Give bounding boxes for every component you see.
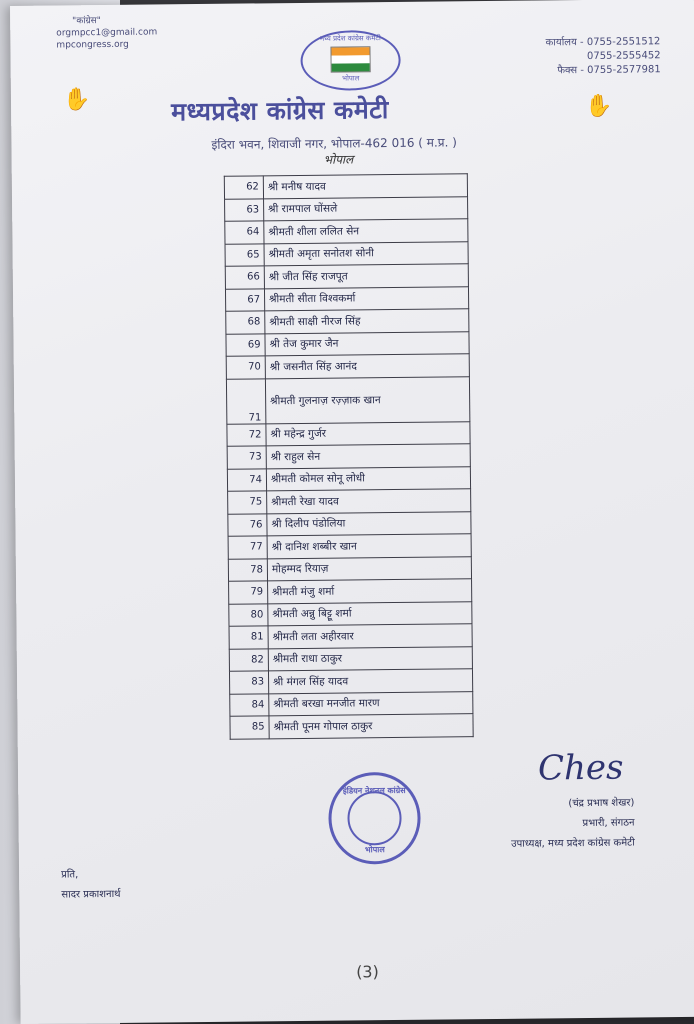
member-name: श्री राहुल सेन [266, 444, 470, 469]
row-number: 80 [229, 603, 268, 626]
member-name: श्री तेज कुमार जैन [265, 331, 469, 356]
row-number: 75 [228, 491, 267, 514]
fax-number: फैक्स - 0755-2577981 [557, 64, 661, 77]
party-logo [300, 30, 401, 91]
table-row [229, 601, 472, 626]
table-row [229, 669, 472, 694]
table-row [225, 219, 468, 244]
row-number: 77 [228, 536, 267, 559]
row-number: 81 [229, 626, 268, 649]
table-row [228, 556, 471, 581]
member-name: श्रीमती अन्नु बिट्टू शर्मा [268, 601, 472, 626]
letter-page [10, 0, 694, 1024]
row-number: 70 [226, 356, 265, 379]
table-row [229, 624, 472, 649]
table-row [224, 174, 467, 199]
table-row [226, 376, 469, 424]
hand-symbol-icon: ✋ [62, 87, 91, 113]
row-number: 72 [227, 423, 266, 446]
signature-mark: Ches [537, 747, 624, 789]
contact-block [56, 14, 157, 51]
member-name: श्री रामपाल घोंसले [264, 196, 468, 221]
row-number: 82 [229, 648, 268, 671]
table-row [229, 579, 472, 604]
page-number: (3) [356, 962, 379, 982]
member-list-table [224, 173, 474, 739]
hand-symbol-icon-right: ✋ [584, 93, 613, 119]
table-row [226, 309, 469, 334]
flag-icon [330, 46, 370, 72]
row-number: 74 [227, 468, 266, 491]
member-name: श्रीमती गुलनाज़ रज़्ज़ाक खान [265, 376, 469, 423]
row-number: 65 [225, 243, 264, 266]
table-row [229, 646, 472, 671]
website-text: mpcongress.org [56, 39, 129, 51]
seal-inner-ring [347, 791, 402, 846]
row-number: 76 [228, 513, 267, 536]
row-number: 66 [225, 266, 264, 289]
member-name: श्रीमती कोमल सोनू लोधी [266, 466, 470, 491]
member-name: श्री जसनीत सिंह आनंद [265, 354, 469, 379]
member-name: श्रीमती रेखा यादव [267, 489, 471, 514]
row-number: 62 [224, 176, 263, 199]
table-row [228, 489, 471, 514]
member-name: श्रीमती अमृता सनोतश सोनी [264, 241, 468, 266]
member-name: श्रीमती मंजु शर्मा [268, 579, 472, 604]
table-row [225, 196, 468, 221]
row-number: 68 [226, 311, 265, 334]
member-name: श्री दानिश शब्बीर खान [267, 534, 471, 559]
member-name: श्रीमती लता अहीरवार [268, 624, 472, 649]
row-number: 73 [227, 446, 266, 469]
table-row [227, 444, 470, 469]
row-number: 83 [229, 671, 268, 694]
table-row [228, 511, 471, 536]
row-number: 69 [226, 333, 265, 356]
office-phone-2: 0755-2555452 [586, 50, 661, 62]
table-row [227, 466, 470, 491]
member-name: श्री मनीष यादव [263, 174, 467, 199]
table-row [230, 714, 473, 739]
signatory-block [458, 794, 635, 856]
seal-city: भोपाल [364, 845, 385, 855]
table-row [227, 421, 470, 446]
member-name: मोहम्मद रियाज़ [267, 556, 471, 581]
letterhead-address: इंदिरा भवन, शिवाजी नगर, भोपाल-462 016 ( म.प्र. ) [211, 135, 457, 152]
row-number: 85 [230, 716, 269, 739]
row-number: 67 [225, 288, 264, 311]
seal-text: इंडियन नेशनल कांग्रेस [342, 785, 406, 796]
email-text: orgmpcc1@gmail.com [56, 27, 158, 39]
table-row [225, 286, 468, 311]
party-seal [328, 772, 421, 865]
member-name: श्री महेन्द्र गुर्जर [266, 421, 470, 446]
row-number: 71 [226, 378, 265, 423]
member-name: श्री मंगल सिंह यादव [268, 669, 472, 694]
table-row [225, 264, 468, 289]
member-name: श्री दिलीप पंडोलिया [267, 511, 471, 536]
table-row [226, 331, 469, 356]
office-contacts [510, 35, 660, 79]
row-number: 64 [225, 221, 264, 244]
table-row [230, 691, 473, 716]
office-phone: कार्यालय - 0755-2551512 [545, 36, 661, 49]
handwritten-note: भोपाल [323, 152, 354, 167]
contact-label: "कांग्रेस" [72, 16, 101, 27]
logo-bottom-text: भोपाल [342, 74, 360, 83]
row-number: 84 [230, 693, 269, 716]
member-name: श्री जीत सिंह राजपूत [264, 264, 468, 289]
row-number: 78 [228, 558, 267, 581]
to-label: प्रति, [61, 869, 79, 881]
member-name: श्रीमती राधा ठाकुर [268, 646, 472, 671]
logo-top-text: मध्य प्रदेश कांग्रेस कमेटी [319, 34, 381, 43]
table-row [225, 241, 468, 266]
distribution-note [61, 865, 121, 906]
signatory-org: उपाध्यक्ष, मध्य प्रदेश कांग्रेस कमेटी [511, 837, 635, 850]
purpose-label: सादर प्रकाशनार्थ [61, 888, 121, 901]
member-name: श्रीमती पूनम गोपाल ठाकुर [269, 714, 473, 739]
row-number: 63 [225, 198, 264, 221]
table-row [228, 534, 471, 559]
member-name: श्रीमती शीला ललित सेन [264, 219, 468, 244]
row-number: 79 [229, 581, 268, 604]
signatory-name: (चंद्र प्रभाष शेखर) [568, 797, 635, 810]
member-name: श्रीमती सीता विश्वकर्मा [264, 286, 468, 311]
member-name: श्रीमती बरखा मनजीत मारण [269, 691, 473, 716]
signatory-post: प्रभारी, संगठन [582, 817, 635, 830]
table-row [226, 354, 469, 379]
member-name: श्रीमती साक्षी नीरज सिंह [265, 309, 469, 334]
letterhead-title: मध्यप्रदेश कांग्रेस कमेटी [170, 95, 389, 127]
